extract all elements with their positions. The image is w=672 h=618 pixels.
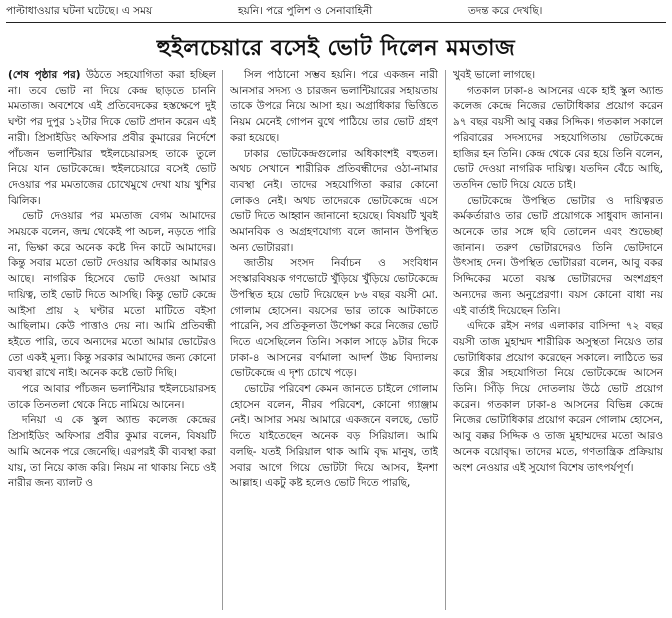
top-strip-segment-2: হয়নি। পরে পুলিশ ও সেনাবাহিনী: [238, 5, 373, 17]
column-3-paragraph-1: খুবই ভালো লাগছে।: [453, 69, 536, 81]
column-2-paragraph-1: সিল পাঠানো সম্ভব হয়নি। পরে একজন নারী আনসার সদস্য ও চারজন ভলান্টিয়ারের সহায়তায় তাকে উপরে নিয়ে আসা হয়। অগ্রাধিকার ভিত্তিতে নিয়ম মেনেই গোপন বুথে পাঠিয়ে তার ভোট গ্রহণ করা হয়েছে।: [230, 69, 438, 144]
column-1-paragraph-2: ভোট দেওয়ার পর মমতাজ বেগম আমাদের সময়কে বলেন, জন্ম থেকেই পা অচল, নড়তে পারি না, ভিক্ষা করে অনেক কষ্টে দিন কাটে আমাদের। কিন্তু সবার মতো ভোট দেওয়ার অধিকার আমারও আছে। নাগরিক হিসেবে ভোট দেওয়া আমার দায়িত্ব, তাই ভোট দিতে আসছি। কিন্তু ভোট কেন্দ্রে আইসা প্রায় ২ ঘণ্টার মতো মাটিতে বইসা আছিলাম। কেউ পাত্তাও দেয় না। আমি প্রতিবন্ধী হইতে পারি, তবে অন্যদের মতো আমার ভোটেরও তো একই মূল্য। কিন্তু সরকার আমাদের জন্য কোনো ব্যবস্থা রাখে নাই। অনেক কষ্টে ভোট দিছি।: [8, 210, 216, 380]
column-divider-1: [222, 70, 223, 610]
top-divider: [6, 22, 666, 23]
column-divider-2: [445, 70, 446, 610]
column-2-paragraph-4: ভোটের পরিবেশ কেমন জানতে চাইলে গোলাম হোসেন বলেন, নীরব পরিবেশ, কোনো গ্যাঞ্জাম নেই। আসার সময় আমারে একজনে বলছে, ভোট দিতে যাইতেছেন অনেক বড় সিরিয়াল। আমি বলছি- যতই সিরিয়াল থাক আমি বৃদ্ধ মানুষ, তাই সবার আগে গিয়ে ভোটটা দিয়ে আসব, ইনশা আল্লাহ। একটু কষ্ট হলেও ভোট দিতে পারছি,: [230, 383, 438, 490]
previous-article-tail: [6, 2, 666, 20]
column-2-paragraph-2: ঢাকার ভোটকেন্দ্রগুলোর অধিকাংশই বহুতল। অথচ সেখানে শারীরিক প্রতিবন্ধীদের ওঠা-নামার ব্যবস্থা নেই। তাদের সহযোগিতা করার কোনো লোকও নেই। অথচ তাদেরকে ভোটকেন্দ্রে এসে ভোট দিতে আহ্বান জানানো হয়েছে। বিষয়টি খুবই অমানবিক ও অগ্রহণযোগ্য বলে জানান উপস্থিত অন্য ভোটাররা।: [230, 147, 438, 254]
article-headline: হুইলচেয়ারে বসেই ভোট দিলেন মমতাজ: [156, 35, 516, 61]
article-column-1: [8, 68, 216, 614]
column-3-paragraph-4: এদিকে রইস নগর এলাকার বাসিন্দা ৭২ বছর বয়সী তাজ মুহাম্মদ শারীরিক অসুস্থতা নিয়েও তার ভোটাধিকার প্রয়োগ করেছেন সকালে। লাঠিতে ভর করে স্ত্রীর সহযোগিতা নিয়ে ভোটকেন্দ্রে আসেন তিনি। সিঁড়ি দিয়ে দোতলায় উঠে ভোট প্রয়োগ করেন। গতকাল ঢাকা-৪ আসনের বিভিন্ন কেন্দ্রে নিজের ভোটাধিকার প্রয়োগ করেন গোলাম হোসেন, আবু বক্কর সিদ্দিক ও তাজ মুহাম্মদের মতো আরও অনেক বয়োবৃদ্ধ। তাদের মতে, গণতান্ত্রিক প্রক্রিয়ায় অংশ নেওয়ার এই সুযোগ বিশেষ তাৎপর্যপূর্ণ।: [453, 320, 663, 474]
column-1-paragraph-3: পরে আবার পাঁচজন ভলান্টিয়ার হুইলচেয়ারসহ তাকে তিনতলা থেকে নিচে নামিয়ে আনেন।: [8, 383, 216, 411]
top-strip-segment-1: পাল্টাধাওয়ার ঘটনা ঘটেছে। এ সময়: [6, 5, 153, 17]
continued-from-label: (শেষ পৃষ্ঠার পর): [8, 69, 81, 81]
column-1-paragraph-1: [8, 68, 216, 209]
top-strip-segment-3: তদন্ত করে দেখছি।: [468, 5, 543, 17]
column-3-paragraph-3: ভোটকেন্দ্রে উপস্থিত ভোটার ও দায়িত্বরত কর্মকর্তারাও তার ভোট প্রয়োগকে সাধুবাদ জানান। অনেকে তার সঙ্গে ছবি তোলেন এবং শুভেচ্ছা জানান। তরুণ ভোটারদেরও তিনি ভোটদানে উৎসাহ দেন। উপস্থিত ভোটাররা বলেন, আবু বকর সিদ্দিকের মতো বয়স্ক ভোটারদের অংশগ্রহণ অন্যদের জন্য অনুপ্রেরণা। বয়স কোনো বাধা নয় এই বার্তাই দিয়েছেন তিনি।: [453, 194, 663, 317]
column-3-paragraph-2: গতকাল ঢাকা-৪ আসনের একে হাই স্কুল অ্যান্ড কলেজ কেন্দ্রে নিজের ভোটাধিকার প্রয়োগ করেন ৯৭ বছর বয়সী আবু বক্কর সিদ্দিক। গতকাল সকালে পরিবারের সদস্যদের সহযোগিতায় ভোটকেন্দ্রে হাজির হন তিনি। কেন্দ্র থেকে বের হয়ে তিনি বলেন, ভোট দেওয়া নাগরিক দায়িত্ব। যতদিন বেঁচে আছি, ততদিন ভোট দিয়ে যেতে চাই।: [453, 84, 663, 191]
article-column-3: [453, 68, 663, 614]
column-2-paragraph-3: জাতীয় সংসদ নির্বাচন ও সংবিধান সংস্কারবিষয়ক গণভোটে খুঁড়িয়ে খুঁড়িয়ে ভোটকেন্দ্রে উপস্থিত হয়ে ভোট দিয়েছেন ৮৬ বছর বয়সী মো. গোলাম হোসেন। বয়সের ভার তাকে আটকাতে পারেনি, সব প্রতিকূলতা উপেক্ষা করে নিজের ভোট দিতে এসেছিলেন তিনি। সকাল সাড়ে ৯টার দিকে ঢাকা-৪ আসনের বর্ণমালা আদর্শ উচ্চ বিদ্যালয় ভোটকেন্দ্রে এ দৃশ্য চোখে পড়ে।: [230, 257, 438, 380]
article-column-2: [230, 68, 438, 614]
column-1-paragraph-4: দনিয়া এ কে স্কুল অ্যান্ড কলেজ কেন্দ্রের প্রিসাইডিং অফিসার প্রবীর কুমার বলেন, বিষয়টি আমি অনেক পরে জেনেছি। এরপরই কী ব্যবস্থা করা যায়, তা নিয়ে কাজ করি। নিয়ম না থাকায় নিচে ওই নারীর জন্য ব্যালট ও: [8, 414, 216, 490]
lead-paragraph-text: উঠতে সহযোগিতা করা হচ্ছিল না। তবে ভোট না দিয়ে কেন্দ্র ছাড়তে চাননি মমতাজ। অবশেষে এই প্রতিবেদকের হস্তক্ষেপে দুই ঘণ্টা পর দুপুর ১২টার দিকে ভোট প্রদান করেন এই নারী। প্রিসাইডিং অফিসার প্রবীর কুমারের নির্দেশে পাঁচজন ভলান্টিয়ার হুইলচেয়ারসহ তাকে তুলে নিয়ে যান ভোটকেন্দ্রে। হুইলচেয়ারে বসেই ভোট দেওয়ার পর মমতাজের চোখেমুখে দেখা যায় খুশির ঝিলিক।: [8, 69, 216, 207]
